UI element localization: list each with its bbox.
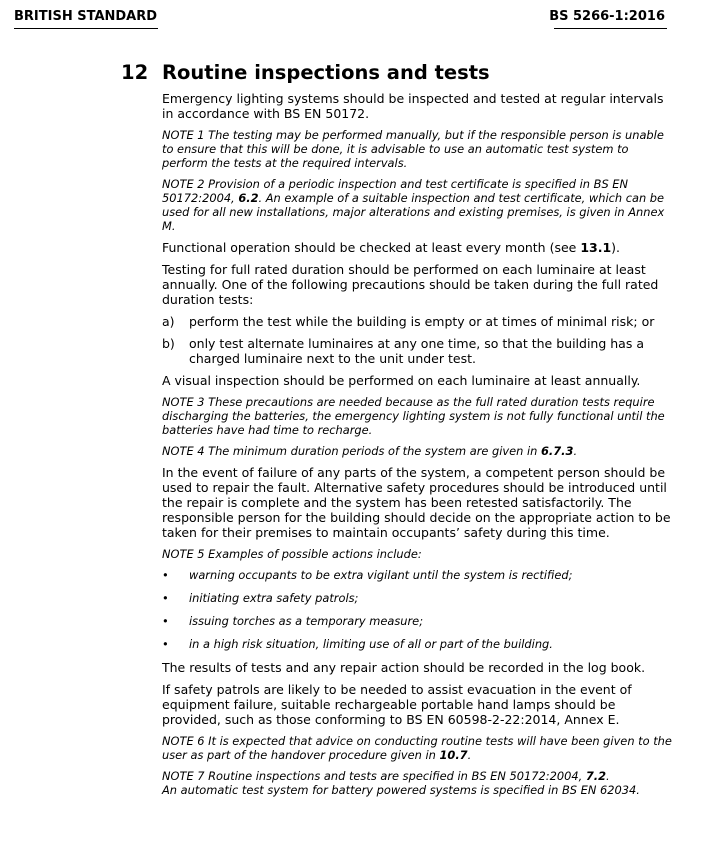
section-body	[162, 91, 672, 804]
list-text-b: only test alternate luminaires at any one time, so that the building has a charged luminaire next to the unit under test.	[189, 336, 644, 366]
clause-ref-13-1: 13.1	[580, 240, 612, 255]
note-7-text-a: NOTE 7 Routine inspections and tests are specified in BS EN 50172:2004,	[162, 769, 586, 783]
note-4	[162, 444, 672, 458]
header-rule-right	[554, 28, 667, 29]
paragraph-visual-inspection: A visual inspection should be performed on each luminaire at least annually.	[162, 373, 641, 388]
bullet-text: warning occupants to be extra vigilant until the system is rectified;	[189, 568, 573, 582]
section-number: 12	[121, 61, 149, 84]
note-2-text-a: NOTE 2 Provision of a periodic inspection and test certificate is specified in BS EN 50172:2004,	[162, 177, 629, 205]
paragraph-functional-check-text-a: Functional operation should be checked at least every month (see	[162, 240, 581, 255]
note-2-text-b: . An example of a suitable inspection and test certificate, which can be used for all new installations, major alterations and existing premises, is given in Annex M.	[162, 191, 665, 233]
bullet-text: in a high risk situation, limiting use of all or part of the building.	[189, 637, 553, 651]
note-5: NOTE 5 Examples of possible actions include:	[162, 547, 422, 561]
note-4-text-a: NOTE 4 The minimum duration periods of the system are given in	[162, 444, 541, 458]
bullet-item	[162, 614, 672, 628]
note-2-clause-ref: 6.2	[238, 191, 259, 205]
bullet-item	[162, 637, 672, 651]
paragraph-safety-patrols: If safety patrols are likely to be needed to assist evacuation in the event of equipment failure, suitable rechargeable portable hand lamps should be provided, such as those conforming to BS EN 60598-2-22:2014, Annex E.	[162, 682, 632, 727]
note-7-text-line2: An automatic test system for battery powered systems is specified in BS EN 62034.	[162, 783, 640, 797]
paragraph-full-duration: Testing for full rated duration should be performed on each luminaire at least annually. One of the following precautions should be taken during the full rated duration tests:	[162, 262, 659, 307]
bullet-icon: •	[162, 637, 169, 651]
list-item-a	[162, 314, 672, 329]
section-heading	[121, 61, 490, 84]
section-title: Routine inspections and tests	[162, 61, 490, 84]
header-standard-label: BRITISH STANDARD	[14, 9, 158, 24]
bullet-text: issuing torches as a temporary measure;	[189, 614, 424, 628]
header-document-number: BS 5266-1:2016	[549, 9, 665, 24]
paragraph-intro: Emergency lighting systems should be inspected and tested at regular intervals in accordance with BS EN 50172.	[162, 91, 664, 121]
note-6-clause-ref: 10.7	[439, 748, 468, 762]
note-4-text-b: .	[573, 444, 578, 458]
list-marker-b: b)	[162, 336, 175, 351]
note-2	[162, 177, 672, 233]
paragraph-functional-check	[162, 240, 672, 255]
bullet-item	[162, 568, 672, 582]
note-1: NOTE 1 The testing may be performed manually, but if the responsible person is unable to ensure that this will be done, it is advisable to use an automatic test system to perform the tests at the required intervals.	[162, 128, 664, 170]
note-4-clause-ref: 6.7.3	[541, 444, 574, 458]
note-3: NOTE 3 These precautions are needed because as the full rated duration tests require discharging the batteries, the emergency lighting system is not fully functional until the batteries have had time to recharge.	[162, 395, 665, 437]
header-rule-left	[14, 28, 158, 29]
list-text-a: perform the test while the building is empty or at times of minimal risk; or	[189, 314, 655, 329]
note-6	[162, 734, 672, 762]
note-6-text-b: .	[467, 748, 472, 762]
list-marker-a: a)	[162, 314, 175, 329]
note-7	[162, 769, 672, 797]
bullet-icon: •	[162, 614, 169, 628]
bullet-icon: •	[162, 591, 169, 605]
bullet-icon: •	[162, 568, 169, 582]
note-7-clause-ref: 7.2	[585, 769, 606, 783]
paragraph-log-book: The results of tests and any repair action should be recorded in the log book.	[162, 660, 646, 675]
note-7-text-b: .	[606, 769, 610, 783]
note-6-text-a: NOTE 6 It is expected that advice on conducting routine tests will have been given to the user as part of the handover procedure given in	[162, 734, 672, 762]
paragraph-failure: In the event of failure of any parts of the system, a competent person should be used to repair the fault. Alternative safety procedures should be introduced until the repair is complete and the system has been retested satisfactorily. The responsible person for the building should decide on the appropriate action to be taken for their premises to maintain occupants’ safety during this time.	[162, 465, 671, 540]
bullet-item	[162, 591, 672, 605]
list-item-b	[162, 336, 672, 366]
paragraph-functional-check-text-b: ).	[611, 240, 621, 255]
bullet-text: initiating extra safety patrols;	[189, 591, 359, 605]
